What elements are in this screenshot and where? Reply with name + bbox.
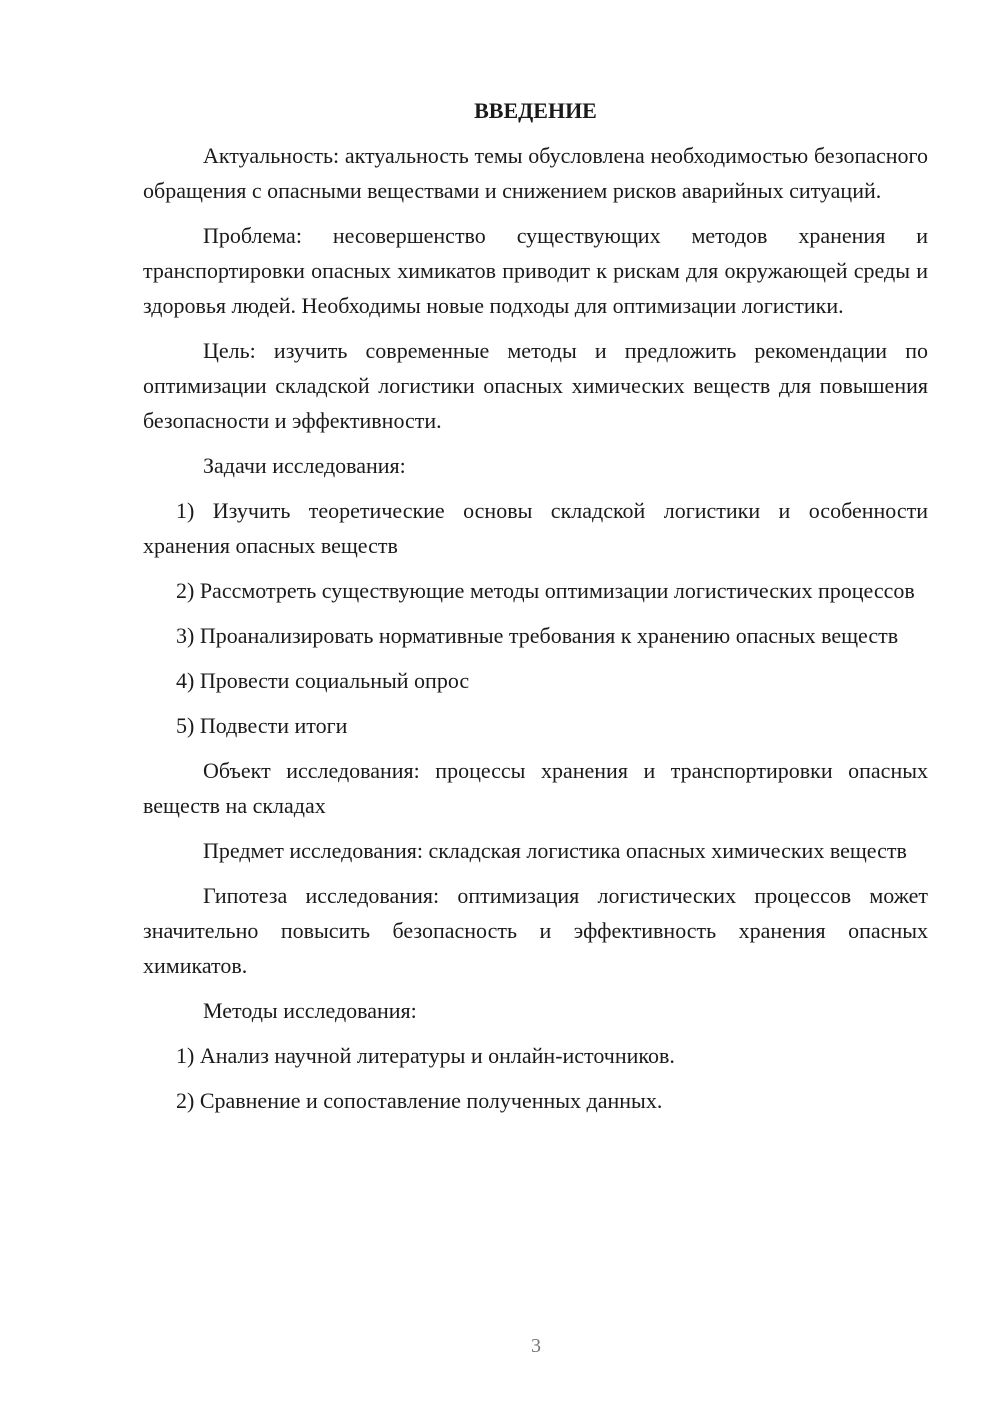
methods-heading: Методы исследования:: [203, 998, 417, 1023]
tasks-heading: Задачи исследования:: [203, 453, 406, 478]
task-item: 5) Подвести итоги: [176, 713, 348, 738]
relevance-paragraph: Актуальность: актуальность темы обусловлена необходимостью безопасного обращения с опасными веществами и снижением рисков аварийных ситуаций.: [143, 143, 928, 203]
task-item: 3) Проанализировать нормативные требования к хранению опасных веществ: [176, 623, 899, 648]
subject-paragraph: Предмет исследования: складская логистика опасных химических веществ: [203, 838, 907, 863]
method-item: 2) Сравнение и сопоставление полученных данных.: [176, 1088, 663, 1113]
document-body: [143, 94, 928, 1128]
page-number: 3: [531, 1335, 541, 1357]
task-item: 4) Провести социальный опрос: [176, 668, 470, 693]
problem-paragraph: Проблема: несовершенство существующих методов хранения и транспортировки опасных химикатов приводит к рискам для окружающей среды и здоровья людей. Необходимы новые подходы для оптимизации логистики.: [143, 223, 928, 318]
goal-paragraph: Цель: изучить современные методы и предложить рекомендации по оптимизации складской логистики опасных химических веществ для повышения безопасности и эффективности.: [143, 338, 928, 433]
hypothesis-paragraph: Гипотеза исследования: оптимизация логистических процессов может значительно повысить безопасность и эффективность хранения опасных химикатов.: [143, 883, 928, 978]
task-item: 2) Рассмотреть существующие методы оптимизации логистических процессов: [176, 578, 915, 603]
method-item: 1) Анализ научной литературы и онлайн-источников.: [176, 1043, 675, 1068]
object-paragraph: Объект исследования: процессы хранения и транспортировки опасных веществ на складах: [143, 758, 928, 818]
section-title: ВВЕДЕНИЕ: [474, 98, 597, 123]
task-item: 1) Изучить теоретические основы складской логистики и особенности хранения опасных веществ: [143, 498, 928, 558]
